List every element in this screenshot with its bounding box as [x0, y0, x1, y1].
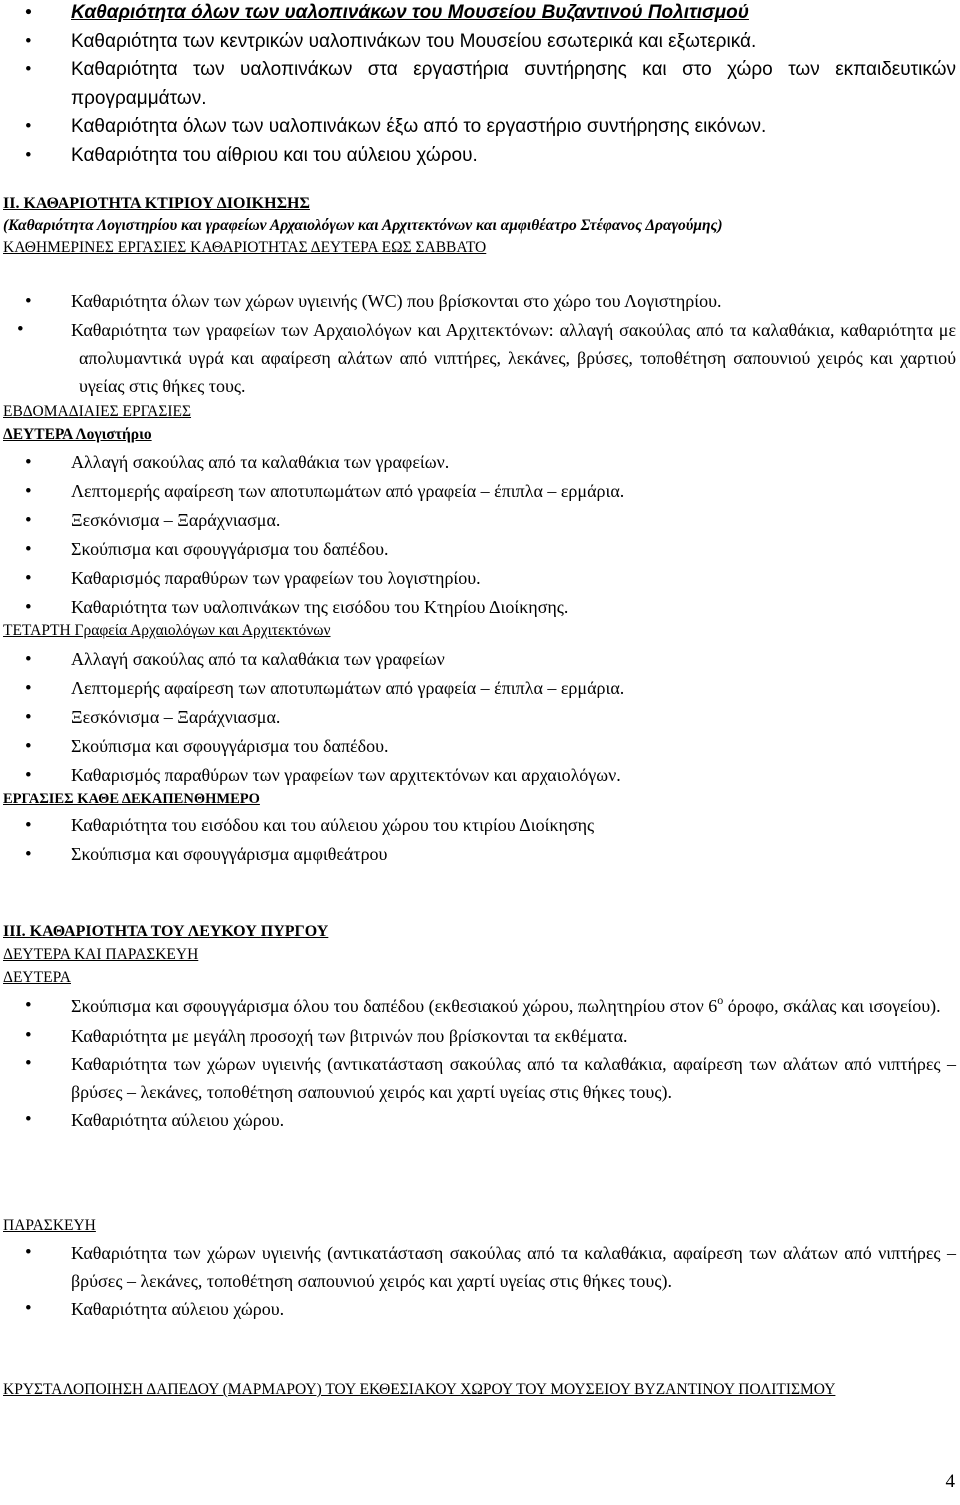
monday-list [0, 448, 958, 622]
daily-list [0, 287, 958, 400]
list-item: • Καθαριότητα των υαλοπινάκων της εισόδου του Κτηρίου Διοίκησης. [0, 593, 958, 622]
item-text: όροφο, σκάλας και ισογείου). [723, 996, 941, 1016]
list-item: • Καθαριότητα του εισόδου και του αύλειου χώρου του κτιρίου Διοίκησης [0, 811, 958, 840]
weekly-heading: ΕΒΔΟΜΑΔΙΑΙΕΣ ΕΡΓΑΣΙΕΣ [3, 403, 192, 420]
list-item: • Καθαριότητα του αίθριου και του αύλειου χώρου. [0, 142, 958, 171]
list-item: • Καθαριότητα όλων των χώρων υγιεινής (WC) που βρίσκονται στο χώρο του Λογιστηρίου. [0, 287, 958, 316]
list-item: • Σκούπισμα και σφουγγάρισμα του δαπέδου. [0, 732, 958, 761]
section3-friday-list [0, 1239, 958, 1323]
section-subtitle: (Καθαριότητα Λογιστηρίου και γραφείων Αρχαιολόγων και Αρχιτεκτόνων και αμφιθέατρο Στέφανος Δραγούμης) [3, 217, 723, 234]
list-item: • Καθαριότητα των γραφείων των Αρχαιολόγων και Αρχιτεκτόνων: αλλαγή σακούλας από τα καλαθάκια, καθαριότητα με απολυμαντικά υγρά και αφαίρεση αλάτων από νιπτήρες, λεκάνες, βρύσες, τοποθέτηση σαπουνιού χειρός και χαρτιού υγείας στις θήκες τους. [0, 316, 958, 400]
section-title: ΙΙ. ΚΑΘΑΡΙΟΤΗΤΑ ΚΤΙΡΙΟΥ ΔΙΟΙΚΗΣΗΣ [3, 195, 310, 212]
list-item: • Λεπτομερής αφαίρεση των αποτυπωμάτων από γραφεία – έπιπλα – ερμάρια. [0, 477, 958, 506]
list-item: • Ξεσκόνισμα – Ξαράχνιασμα. [0, 506, 958, 535]
page-number: 4 [945, 1471, 955, 1492]
list-item: • Καθαριότητα όλων των υαλοπινάκων του Μουσείου Βυζαντινού Πολιτισμού [0, 0, 958, 28]
list-item: • Καθαριότητα αύλειου χώρου. [0, 1106, 958, 1134]
list-item: • Καθαριότητα των χώρων υγιεινής (αντικατάσταση σακούλας από τα καλαθάκια, αφαίρεση των αλάτων από νιπτήρες –βρύσες – λεκάνες, τοποθέτηση σαπουνιού χειρός και χαρτί υγείας στις θήκες τους). [0, 1239, 958, 1295]
item-text: Σκούπισμα και σφουγγάρισμα όλου του δαπέδου (εκθεσιακού χώρου, πωλητηρίου στον 6 [71, 996, 718, 1016]
list-item: • Σκούπισμα και σφουγγάρισμα αμφιθεάτρου [0, 840, 958, 869]
list-item: • Σκούπισμα και σφουγγάρισμα του δαπέδου. [0, 535, 958, 564]
ordinal-superscript: ο [717, 993, 724, 1007]
list-item: • Καθαρισμός παραθύρων των γραφείων του λογιστηρίου. [0, 564, 958, 593]
intro-list [0, 0, 958, 170]
section3-monday-list [0, 992, 958, 1134]
wednesday-heading-text: ΤΕΤΑΡΤΗ Γραφεία Αρχαιολόγων και Αρχιτεκτόνων [3, 622, 331, 639]
list-item: • Αλλαγή σακούλας από τα καλαθάκια των γραφείων. [0, 448, 958, 477]
list-item: • Καθαριότητα των χώρων υγιεινής (αντικατάσταση σακούλας από τα καλαθάκια, αφαίρεση των αλάτων από νιπτήρες – βρύσες – λεκάνες, τοποθέτηση σαπουνιού χειρός και χαρτί υγείας στις θήκες τους). [0, 1050, 958, 1106]
section3-monday-heading: ΔΕΥΤΕΡΑ [3, 969, 71, 986]
list-item: • Καθαριότητα με μεγάλη προσοχή των βιτρινών που βρίσκονται τα εκθέματα. [0, 1022, 958, 1050]
section3-title: ΙΙΙ. ΚΑΘΑΡΙΟΤΗΤΑ ΤΟΥ ΛΕΥΚΟΥ ΠΥΡΓΟΥ [3, 923, 329, 940]
list-item: • Λεπτομερής αφαίρεση των αποτυπωμάτων από γραφεία – έπιπλα – ερμάρια. [0, 674, 958, 703]
fortnight-heading: ΕΡΓΑΣΙΕΣ ΚΑΘΕ ΔΕΚΑΠΕΝΘΗΜΕΡΟ [3, 791, 260, 807]
list-item: • Καθαριότητα των υαλοπινάκων στα εργαστήρια συντήρησης και στο χώρο των εκπαιδευτικών προγραμμάτων. [0, 56, 958, 113]
list-item: • Καθαριότητα αύλειου χώρου. [0, 1295, 958, 1323]
list-item: • Καθαριότητα των κεντρικών υαλοπινάκων του Μουσείου εσωτερικά και εξωτερικά. [0, 28, 958, 57]
monday-heading: ΔΕΥΤΕΡΑ Λογιστήριο [3, 426, 152, 443]
list-item: • Αλλαγή σακούλας από τα καλαθάκια των γραφείων [0, 645, 958, 674]
crystal-heading: ΚΡΥΣΤΑΛΟΠΟΙΗΣΗ ΔΑΠΕΔΟΥ (ΜΑΡΜΑΡΟΥ) ΤΟΥ ΕΚΘΕΣΙΑΚΟΥ ΧΩΡΟΥ ΤΟΥ ΜΟΥΣΕΙΟΥ ΒΥΖΑΝΤΙΝΟΥ ΠΟΛΙΤΙΣΜΟΥ [3, 1381, 836, 1398]
list-item: • Ξεσκόνισμα – Ξαράχνιασμα. [0, 703, 958, 732]
list-item: • Καθαριότητα όλων των υαλοπινάκων έξω από το εργαστήριο συντήρησης εικόνων. [0, 113, 958, 142]
daily-heading: ΚΑΘΗΜΕΡΙΝΕΣ ΕΡΓΑΣΙΕΣ ΚΑΘΑΡΙΟΤΗΤΑΣ ΔΕΥΤΕΡΑ ΕΩΣ ΣΑΒΒΑΤΟ [3, 239, 487, 256]
list-item [0, 992, 958, 1022]
fortnight-list [0, 811, 958, 869]
section-2 [0, 193, 960, 259]
section3-days-heading: ΔΕΥΤΕΡΑ ΚΑΙ ΠΑΡΑΣΚΕΥΗ [3, 946, 199, 963]
section3-friday-heading: ΠΑΡΑΣΚΕΥΗ [3, 1217, 96, 1234]
wednesday-list [0, 645, 958, 790]
wednesday-heading [0, 620, 331, 642]
list-item: • Καθαρισμός παραθύρων των γραφείων των αρχιτεκτόνων και αρχαιολόγων. [0, 761, 958, 790]
